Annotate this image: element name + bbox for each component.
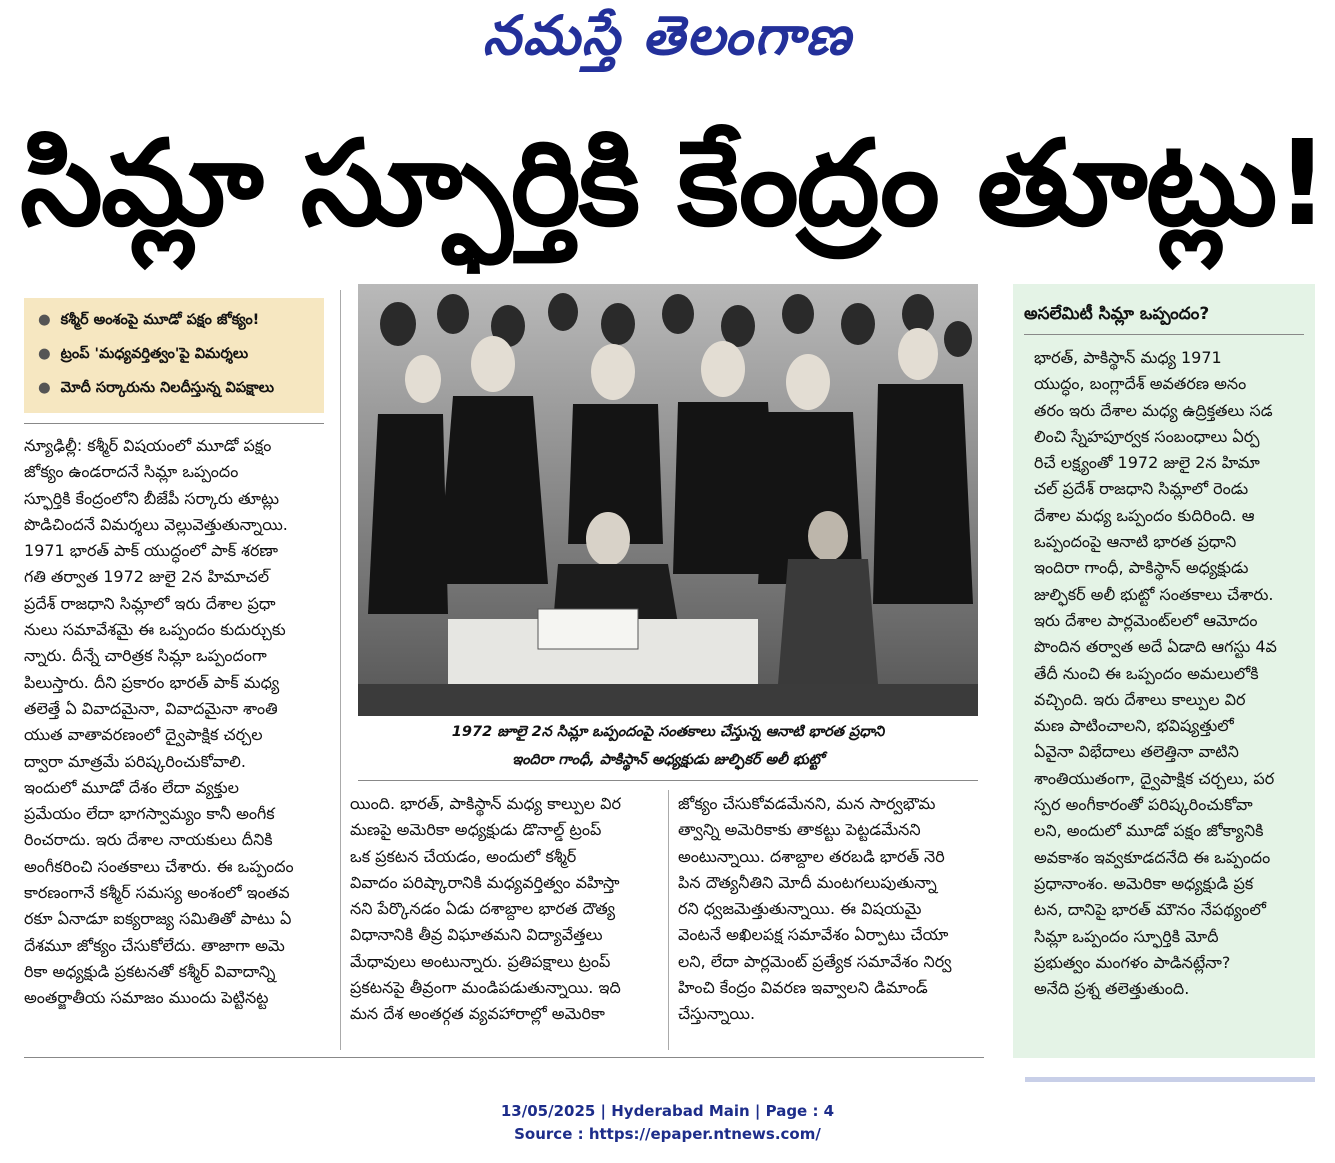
divider [24,423,324,424]
article-line: పిలుస్తారు. దీని ప్రకారం భారత్ పాక్ మధ్య [24,672,280,692]
article-line: రించరాదు. ఇరు దేశాల నాయకులు దీనికి [24,830,273,850]
article-column-3 [678,791,984,1028]
sidebar-line: అనేది ప్రశ్న తలెత్తుతుంది. [1034,979,1190,999]
highlight-item: ● ట్రంప్ 'మధ్యవర్తిత్వం'పై విమర్శలు [38,346,249,362]
sidebar-line: టన, దానిపై భారత్ మౌనం నేపథ్యంలో [1034,900,1267,920]
article-line: అంటున్నాయి. దశాబ్దాల తరబడి భారత్ నెరి [678,846,945,866]
article-column-1 [24,433,324,1012]
column-divider [340,290,341,1050]
article-line: లని, లేదా పార్లమెంట్ ప్రత్యేక సమావేశం నిర్వ [678,951,952,971]
footer-source: Source : https://epaper.ntnews.com/ [514,1125,821,1143]
article-line: చేస్తున్నాయి. [678,1004,756,1024]
photo-illustration [358,284,978,716]
caption-divider [358,780,978,781]
sidebar-line: ఇందిరా గాంధీ, పాకిస్థాన్ అధ్యక్షుడు [1034,558,1249,578]
highlights-box [24,298,324,413]
sidebar-line: భారత్, పాకిస్థాన్ మధ్య 1971 [1034,348,1222,367]
sidebar-line: లించి స్నేహపూర్వక సంబంధాలు ఏర్ప [1034,426,1260,446]
highlight-item: ● కశ్మీర్ అంశంపై మూడో పక్షం జోక్యం! [38,312,260,328]
masthead-logo: నమస్తే తెలంగాణ [482,4,853,67]
sidebar-line: చల్ ప్రదేశ్ రాజధాని సిమ్లాలో రెండు [1034,479,1249,499]
article-line: విధానానికి తీవ్ర విఘాతమని విద్యావేత్తలు [350,925,603,945]
article-line: ద్వారా మాత్రమే పరిష్కరించుకోవాలి. [24,751,246,771]
bottom-accent-bar [1025,1077,1315,1082]
article-line: ప్రకటనపై తీవ్రంగా మండిపడుతున్నాయి. ఇది [350,978,621,998]
sidebar-line: దేశాల మధ్య ఒప్పందం కుదిరింది. ఆ [1034,505,1255,525]
article-line: న్యూఢిల్లీ: కశ్మీర్ విషయంలో మూడో పక్షం [24,436,272,455]
photo-caption-line-2: ఇందిరా గాంధీ, పాకిస్థాన్ అధ్యక్షుడు జుల్ఫికర్ అలీ భుట్టో [512,752,824,768]
article-line: ప్రమేయం లేదా భాగస్వామ్యం కానీ అంగీక [24,804,275,824]
bullet-dot-icon: ● [38,346,51,362]
headline: సిమ్లా స్ఫూర్తికి కేంద్రం తూట్లు! [20,114,1328,252]
sidebar-line: లని, అందులో మూడో పక్షం జోక్యానికి [1034,821,1264,841]
article-column-2 [350,791,658,1028]
article-line: గతి తర్వాత 1972 జులై 2న హిమాచల్ [24,567,270,587]
photo-caption-line-1: 1972 జూలై 2న సిమ్లా ఒప్పందంపై సంతకాలు చేస్తున్న ఆనాటి భారత ప్రధాని [451,724,885,740]
sidebar-line: జుల్ఫికర్ అలీ భుట్టో సంతకాలు చేశారు. [1034,584,1274,604]
sidebar-line: యుద్ధం, బంగ్లాదేశ్ అవతరణ అనం [1034,374,1247,394]
article-line: జోక్యం ఉండరాదనే సిమ్లా ఒప్పందం [24,462,239,482]
sidebar-line: సిమ్లా ఒప్పందం స్ఫూర్తికి మోదీ [1034,926,1219,946]
article-line: వివాదం పరిష్కారానికి మధ్యవర్తిత్వం వహిస్తా [350,872,620,892]
sidebar-line: అవకాశం ఇవ్వకూడదనేది ఈ ఒప్పందం [1034,847,1271,867]
sidebar-line: ఇరు దేశాల పార్లమెంట్‌లలో ఆమోదం [1034,610,1258,630]
article-line: న్నారు. దీన్నే చారిత్రక సిమ్లా ఒప్పందంగా [24,646,267,666]
article-line: రికా అధ్యక్షుడి ప్రకటనతో కశ్మీర్ వివాదాన్ని [24,961,276,981]
article-line: ఒక ప్రకటన చేయడం, అందులో కశ్మీర్ [350,846,577,866]
sidebar-title: అసలేమిటీ సిమ్లా ఒప్పందం? [1024,304,1210,324]
sidebar-line: పొందిన తర్వాత అదే ఏడాది ఆగస్టు 4వ [1034,637,1277,657]
bullet-dot-icon: ● [38,312,51,328]
sidebar-line: ప్రభుత్వం మంగళం పాడినట్లేనా? [1034,952,1231,972]
article-line: మన దేశ అంతర్గత వ్యవహారాల్లో అమెరికా [350,1004,605,1024]
article-line: అంగీకరించి సంతకాలు చేశారు. ఈ ఒప్పందం [24,856,294,876]
sidebar-line: ఒప్పందంపై ఆనాటి భారత ప్రధాని [1034,532,1237,552]
article-line: నని పేర్కొనడం ఏడు దశాబ్దాల భారత దౌత్య [350,899,616,919]
article-line: పొడిచిందనే విమర్శలు వెల్లువెత్తుతున్నాయి. [24,514,288,534]
article-line: జోక్యం చేసుకోవడమేనని, మన సార్వభౌమ [678,794,936,813]
sidebar-line: మణ పాటించాలని, భవిష్యత్తులో [1034,716,1234,736]
article-line: స్ఫూర్తికి కేంద్రంలోని బీజేపీ సర్కారు తూట్లు [24,488,280,508]
news-photo [358,284,978,716]
article-line: రని ధ్వజమెత్తుతున్నాయి. ఈ విషయమై [678,899,922,919]
article-line: ప్రదేశ్ రాజధాని సిమ్లాలో ఇరు దేశాల ప్రధా [24,593,276,613]
article-line: యుత వాతావరణంలో ద్వైపాక్షిక చర్చల [24,725,263,745]
sidebar-line: తరం ఇరు దేశాల మధ్య ఉద్రిక్తతలు సడ [1034,400,1273,420]
article-line: ఇందులో మూడో దేశం లేదా వ్యక్తుల [24,777,240,797]
article-line: పిన దౌత్యనీతిని మోదీ మంటగలుపుతున్నా [678,872,937,892]
article-line: హించి కేంద్రం వివరణ ఇవ్వాలని డిమాండ్ [678,978,928,998]
sidebar-line: వచ్చింది. ఇరు దేశాలు కాల్పుల విర [1034,689,1246,709]
sidebar-column [1034,345,1306,1002]
sidebar-line: రిచే లక్ష్యంతో 1972 జులై 2న హిమా [1034,453,1260,473]
article-line: త్వాన్ని అమెరికాకు తాకట్టు పెట్టడమేనని [678,820,921,840]
article-line: అంతర్జాతీయ సమాజం ముందు పెట్టినట్ట [24,988,269,1008]
article-line: నులు సమావేశమై ఈ ఒప్పందం కుదుర్చుకు [24,620,286,640]
sidebar-line: శాంతియుతంగా, ద్వైపాక్షిక చర్చలు, పర [1034,768,1275,788]
article-line: కారణంగానే కశ్మీర్ సమస్య అంశంలో ఇంతవ [24,883,290,903]
bullet-dot-icon: ● [38,380,51,396]
column-divider [668,790,669,1050]
sidebar-line: ప్రధానాంశం. అమెరికా అధ్యక్షుడి ప్రక [1034,873,1254,893]
highlight-item: ● మోదీ సర్కారును నిలదీస్తున్న విపక్షాలు [38,380,275,396]
article-line: యింది. భారత్, పాకిస్థాన్ మధ్య కాల్పుల విర [350,794,621,813]
sidebar-line: స్పర అంగీకారంతో పరిష్కరించుకోవా [1034,795,1253,815]
article-line: వెంటనే అఖిలపక్ష సమావేశం ఏర్పాటు చేయా [678,925,949,945]
sidebar-line: ఏవైనా విభేదాలు తలెత్తినా వాటిని [1034,742,1239,762]
sidebar-title-divider [1024,334,1304,335]
bottom-divider [24,1057,984,1058]
article-line: మేధావులు అంటున్నారు. ప్రతిపక్షాలు ట్రంప్ [350,951,611,971]
article-line: దేశమూ జోక్యం చేసుకోలేదు. తాజాగా అమె [24,935,285,955]
article-line: రకూ ఏనాడూ ఐక్యరాజ్య సమితితో పాటు ఏ [24,909,292,929]
sidebar-line: తేదీ నుంచి ఈ ఒప్పందం అమలులోకి [1034,663,1259,683]
article-line: 1971 భారత్ పాక్ యుద్ధంలో పాక్ శరణా [24,541,279,561]
article-line: తలెత్తే ఏ వివాదమైనా, వివాదమైనా శాంతి [24,698,278,718]
footer-date-edition: 13/05/2025 | Hyderabad Main | Page : 4 [500,1102,835,1120]
article-line: మణపై అమెరికా అధ్యక్షుడు డొనాల్డ్ ట్రంప్ [350,820,602,840]
